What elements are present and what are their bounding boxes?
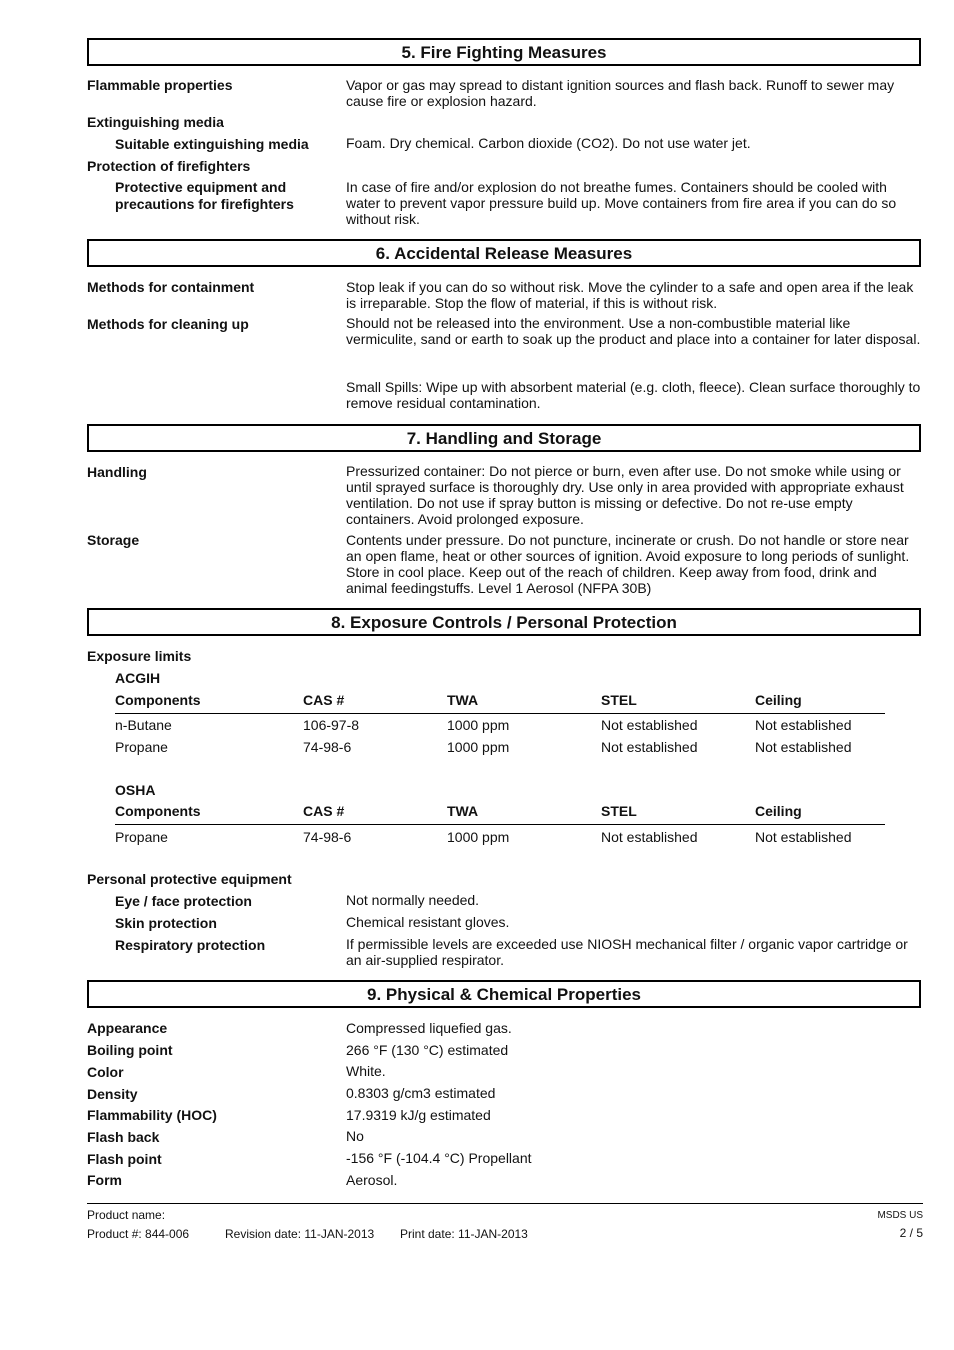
flammable-properties-value: Vapor or gas may spread to distant ignition sources and flash back. Runoff to sewer may cause fire or explosion hazard. [346,77,895,109]
property-label: Flammability (HOC) [87,1107,217,1123]
protective-equipment-label: Protective equipment and precautions for firefighters [115,179,294,212]
ppe-label: Personal protective equipment [87,871,292,887]
property-label: Boiling point [87,1042,173,1058]
small-spills-value: Small Spills: Wipe up with absorbent material (e.g. cloth, fleece). Clean surface thoroughly to remove residual contamination. [346,379,921,411]
footer-revision-date: Revision date: 11-JAN-2013 [225,1227,375,1241]
section-7-title: 7. Handling and Storage [87,424,921,452]
footer-doc-type: MSDS US [877,1210,923,1221]
col-header-ceiling: Ceiling [755,692,802,708]
footer-print-date: Print date: 11-JAN-2013 [400,1227,528,1241]
handling-label: Handling [87,464,147,480]
footer-page-number: 2 / 5 [899,1226,923,1240]
table-cell: Propane [115,829,168,845]
col-header-twa: TWA [447,692,479,708]
handling-value: Pressurized container: Do not pierce or burn, even after use. Do not smoke while using or until sprayed surface is thoroughly dry. Use only in area provided with appropriate exhaust ventilation. Do not use if spray button is missing or defective. Do not re-use empty containers. Avoid prolonged exposure. [346,463,904,527]
table-cell: 1000 ppm [447,739,510,755]
property-label: Density [87,1086,138,1102]
table-cell: Not established [601,717,698,733]
skin-protection-value: Chemical resistant gloves. [346,914,510,930]
respiratory-protection-label: Respiratory protection [115,937,266,953]
property-value: White. [346,1063,386,1079]
section-8-title: 8. Exposure Controls / Personal Protection [87,608,921,636]
storage-value: Contents under pressure. Do not puncture, incinerate or crush. Do not handle or store near an open flame, heat or other sources of ignition. Avoid exposure to long periods of sunlight. Store in cool place. Keep out of the reach of children. Keep away from food, drink and animal feedingstuffs. Level 1 Aerosol (NFPA 30B) [346,532,910,596]
property-label: Flash point [87,1151,162,1167]
property-value: Aerosol. [346,1172,398,1188]
property-value: 17.9319 kJ/g estimated [346,1107,491,1123]
table-cell: 1000 ppm [447,829,510,845]
section-9-title: 9. Physical & Chemical Properties [87,980,921,1008]
protective-equipment-value: In case of fire and/or explosion do not breathe fumes. Containers should be cooled with water to prevent vapor pressure build up. Move containers from fire area if you can do so without risk. [346,179,897,227]
property-value: -156 °F (-104.4 °C) Propellant [346,1150,532,1166]
table-cell: Not established [601,829,698,845]
col-header-cas: CAS # [303,803,345,819]
col-header-cas: CAS # [303,692,345,708]
table-cell: 106-97-8 [303,717,360,733]
table-cell: 1000 ppm [447,717,510,733]
property-value: Compressed liquefied gas. [346,1020,512,1036]
storage-label: Storage [87,532,140,548]
table-cell: Not established [755,829,852,845]
table-cell: Propane [115,739,168,755]
footer-rule [87,1203,923,1204]
table-header-rule [115,824,885,825]
property-label: Appearance [87,1020,168,1036]
table-cell: 74-98-6 [303,739,352,755]
property-value: 0.8303 g/cm3 estimated [346,1085,496,1101]
protection-firefighters-label: Protection of firefighters [87,158,251,174]
suitable-media-label: Suitable extinguishing media [115,136,309,152]
suitable-media-value: Foam. Dry chemical. Carbon dioxide (CO2). Do not use water jet. [346,135,751,151]
property-label: Flash back [87,1129,160,1145]
osha-label: OSHA [115,782,156,798]
table-cell: Not established [755,739,852,755]
extinguishing-media-label: Extinguishing media [87,114,224,130]
property-label: Color [87,1064,124,1080]
flammable-properties-label: Flammable properties [87,77,233,93]
property-label: Form [87,1172,122,1188]
col-header-twa: TWA [447,803,479,819]
property-value: No [346,1128,364,1144]
section-6-title: 6. Accidental Release Measures [87,239,921,267]
table-cell: Not established [755,717,852,733]
col-header-components: Components [115,803,201,819]
acgih-label: ACGIH [115,670,161,686]
eye-protection-value: Not normally needed. [346,892,480,908]
cleaning-label: Methods for cleaning up [87,316,249,332]
cleaning-value: Should not be released into the environment. Use a non-combustible material like vermiculite, sand or earth to soak up the product and place into a container for later disposal. [346,315,921,347]
table-cell: 74-98-6 [303,829,352,845]
skin-protection-label: Skin protection [115,915,217,931]
respiratory-protection-value: If permissible levels are exceeded use NIOSH mechanical filter / organic vapor cartridge or an air-supplied respirator. [346,936,908,968]
eye-protection-label: Eye / face protection [115,893,252,909]
footer-product-number: Product #: 844-006 [87,1227,190,1241]
table-cell: Not established [601,739,698,755]
col-header-ceiling: Ceiling [755,803,802,819]
col-header-stel: STEL [601,803,637,819]
col-header-stel: STEL [601,692,637,708]
footer-product-name: Product name: [87,1208,166,1222]
containment-value: Stop leak if you can do so without risk. Move the cylinder to a safe and open area if the leak is irreparable. Stop the flow of material, if this is without risk. [346,279,914,311]
table-header-rule [115,713,885,714]
property-value: 266 °F (130 °C) estimated [346,1042,509,1058]
table-cell: n-Butane [115,717,172,733]
col-header-components: Components [115,692,201,708]
exposure-limits-label: Exposure limits [87,648,192,664]
section-5-title: 5. Fire Fighting Measures [87,38,921,66]
containment-label: Methods for containment [87,279,255,295]
